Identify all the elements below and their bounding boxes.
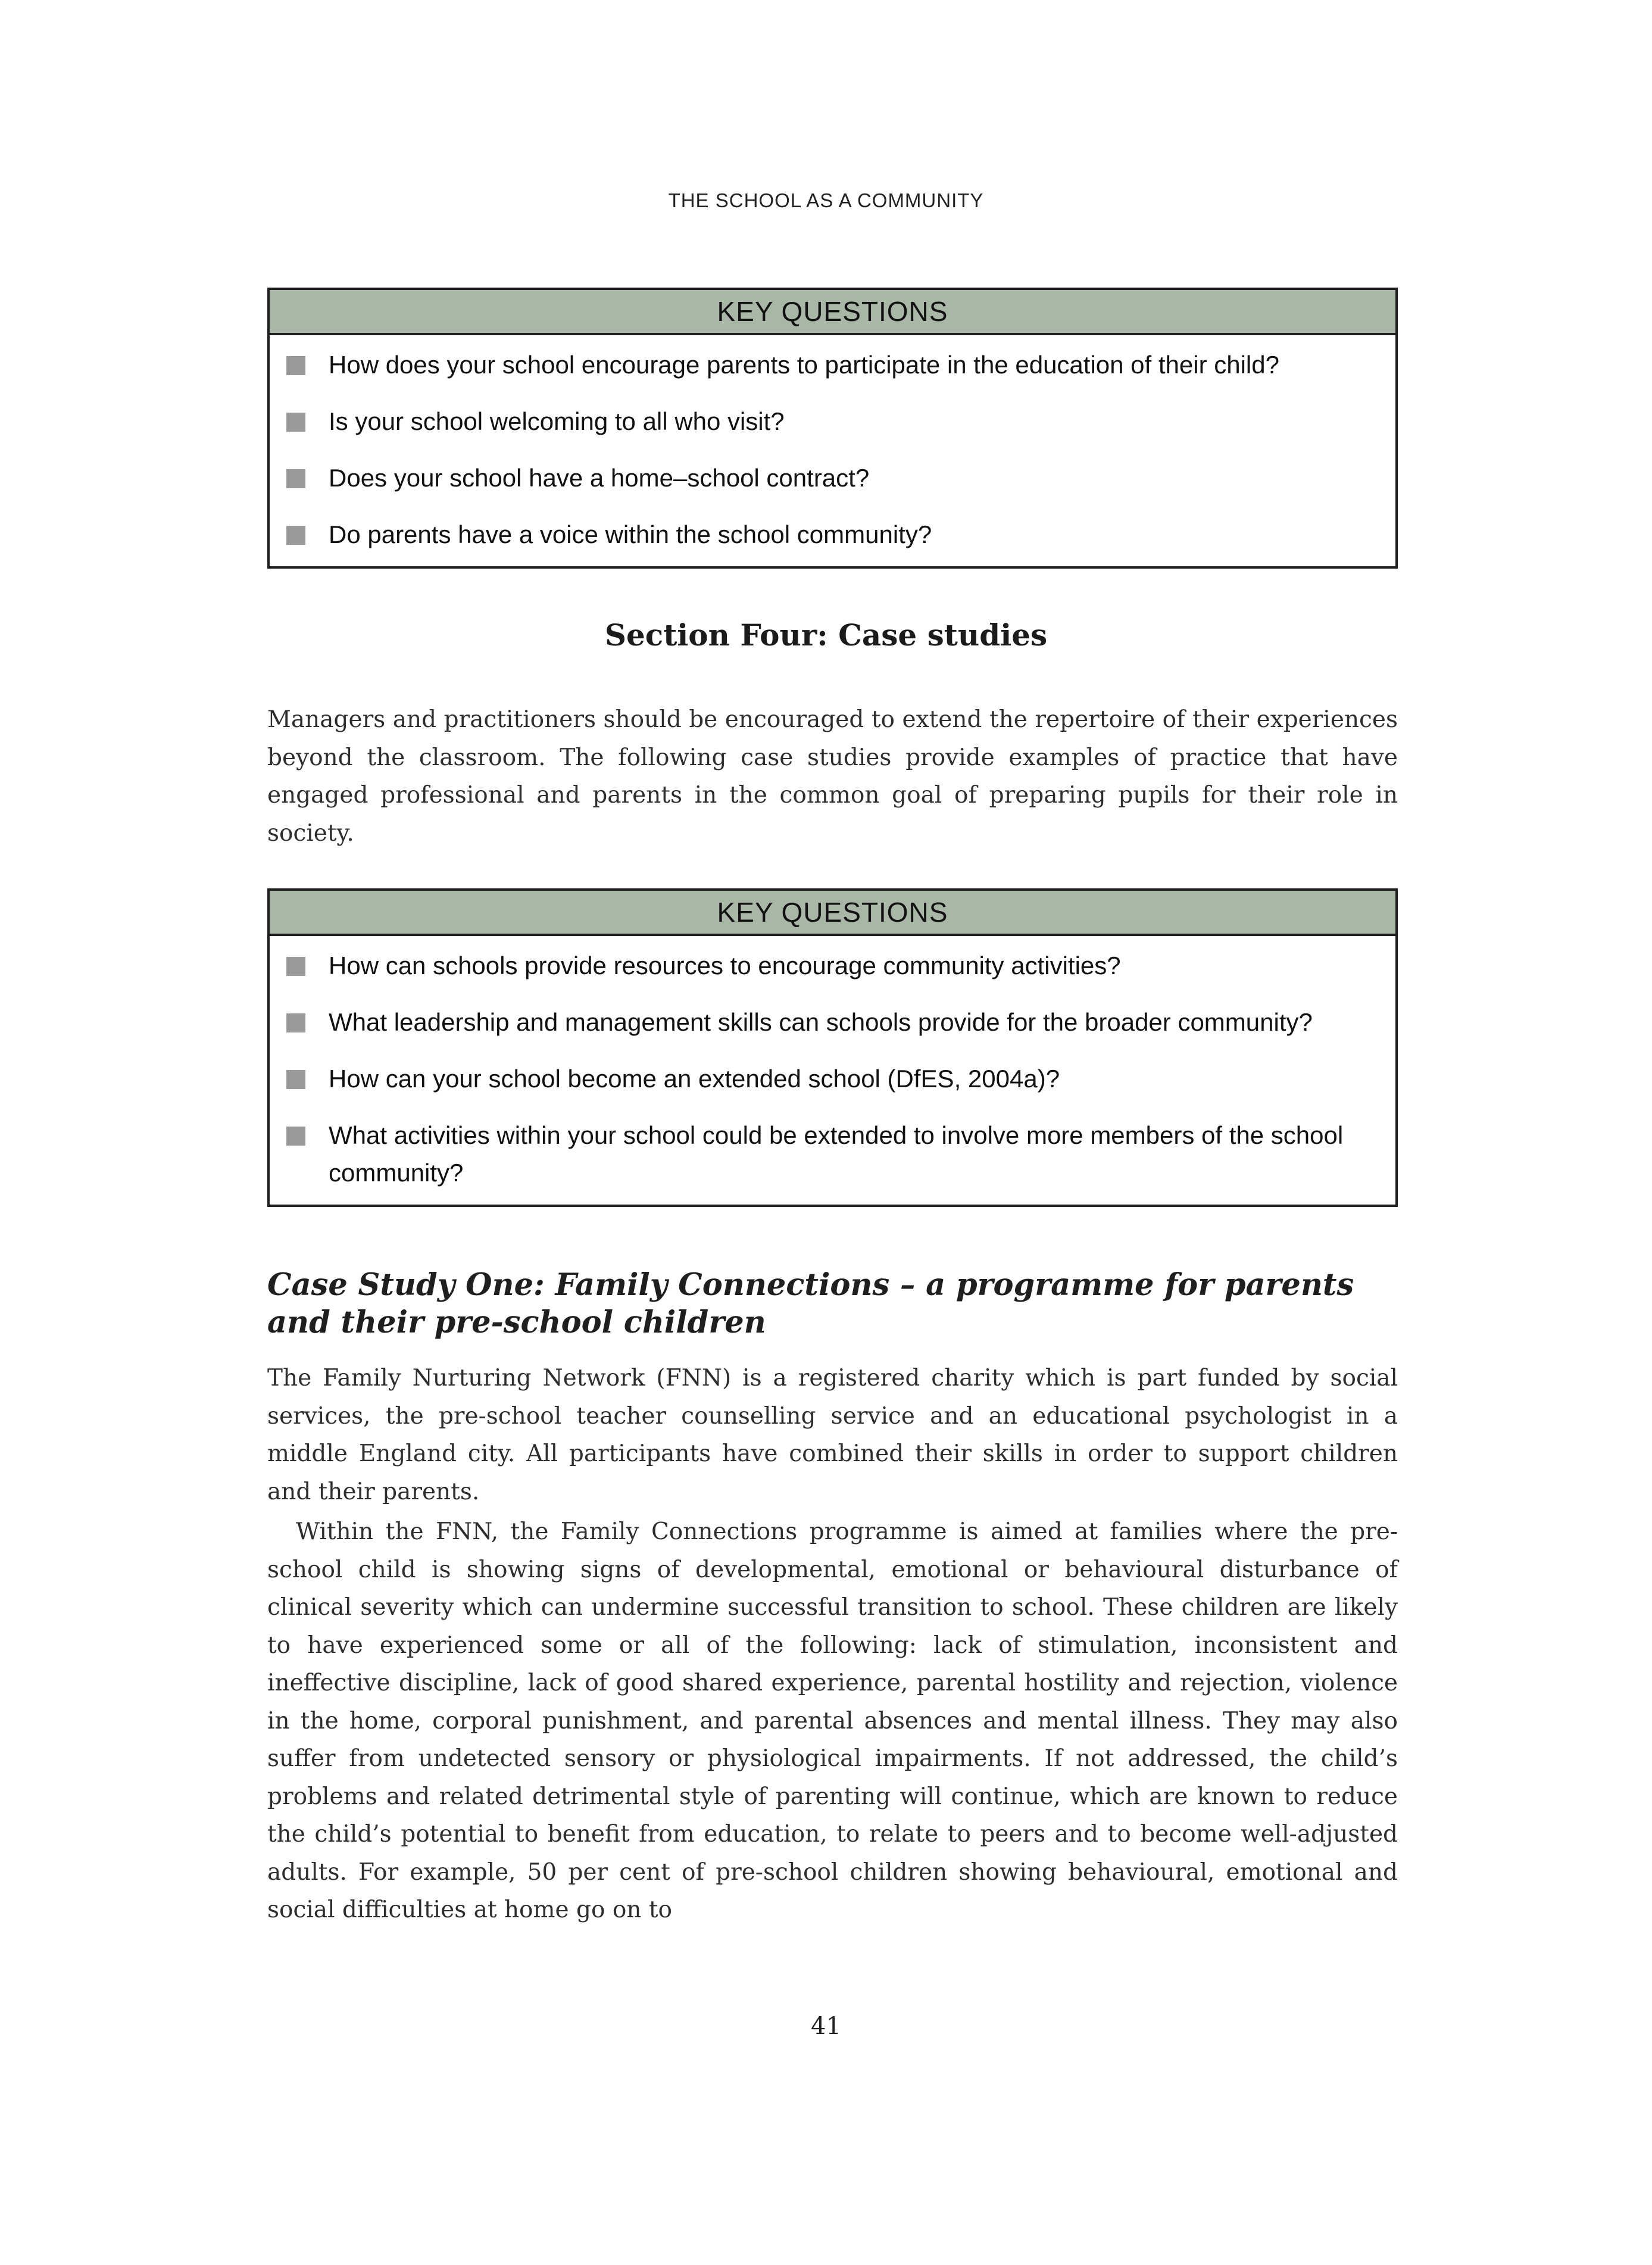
square-bullet-icon [286,526,305,545]
case-study-paragraph: The Family Nurturing Network (FNN) is a registered charity which is part funded by social services, the pre-school teacher counselling service and an educational psychologist in a middle England city. All participants have combined their skills in order to support children and their parents. [267,1365,1398,1505]
case-study-paragraph: Within the FNN, the Family Connections programme is aimed at families where the pre-school child is showing signs of developmental, emotional or behavioural disturbance of clinical severity which can undermine successful transition to school. These children are likely to have experienced some or all of the following: lack of stimulation, inconsistent and ineffective discipline, lack of good shared experience, parental hostility and rejection, violence in the home, corporal punishment, and parental absences and mental illness. They may also suffer from undetected sensory or physiological impairments. If not addressed, the child’s problems and related detrimental style of parenting will continue, which are known to reduce the child’s potential to benefit from education, to relate to peers and to become well-adjusted adults. For example, 50 per cent of pre-school children showing behavioural, emotional and social difficulties at home go on to [267,1518,1398,1923]
key-questions-box-1 [267,288,1398,569]
key-question-item [286,403,1379,440]
intro-paragraph: Managers and practitioners should be encouraged to extend the repertoire of their experiences beyond the classroom. The following case studies provide examples of practice that have engaged professional and parents in the common goal of preparing pupils for their role in society. [267,706,1398,847]
running-head: THE SCHOOL AS A COMMUNITY [668,189,984,211]
key-question-text: Does your school have a home–school contract? [329,464,870,492]
key-question-item [286,1003,1379,1041]
key-question-item [286,1116,1379,1191]
key-question-text: What leadership and management skills can schools provide for the broader community? [329,1008,1313,1036]
page-number: 41 [811,2013,841,2040]
key-question-item [286,516,1379,553]
square-bullet-icon [286,1070,305,1089]
key-question-item [286,346,1379,383]
square-bullet-icon [286,413,305,432]
key-questions-title: KEY QUESTIONS [270,891,1395,936]
key-question-text: How does your school encourage parents to participate in the education of their child? [329,351,1279,379]
key-question-text: What activities within your school could be extended to involve more members of the school community? [329,1121,1344,1187]
square-bullet-icon [286,1127,305,1146]
key-question-text: Is your school welcoming to all who visit? [329,407,785,435]
section-heading: Section Four: Case studies [604,617,1048,653]
key-questions-list [270,936,1395,1191]
square-bullet-icon [286,356,305,375]
square-bullet-icon [286,1013,305,1032]
key-question-item [286,1060,1379,1097]
key-question-text: How can schools provide resources to encourage community activities? [329,951,1121,979]
square-bullet-icon [286,957,305,976]
key-question-text: Do parents have a voice within the school community? [329,520,932,548]
key-questions-box-2 [267,888,1398,1207]
case-study-heading: Case Study One: Family Connections – a programme for parents and their pre-school children [267,1267,1354,1340]
key-questions-list [270,335,1395,553]
key-question-item [286,459,1379,497]
key-questions-title: KEY QUESTIONS [270,290,1395,335]
key-question-text: How can your school become an extended school (DfES, 2004a)? [329,1065,1060,1093]
square-bullet-icon [286,469,305,488]
key-question-item [286,947,1379,984]
